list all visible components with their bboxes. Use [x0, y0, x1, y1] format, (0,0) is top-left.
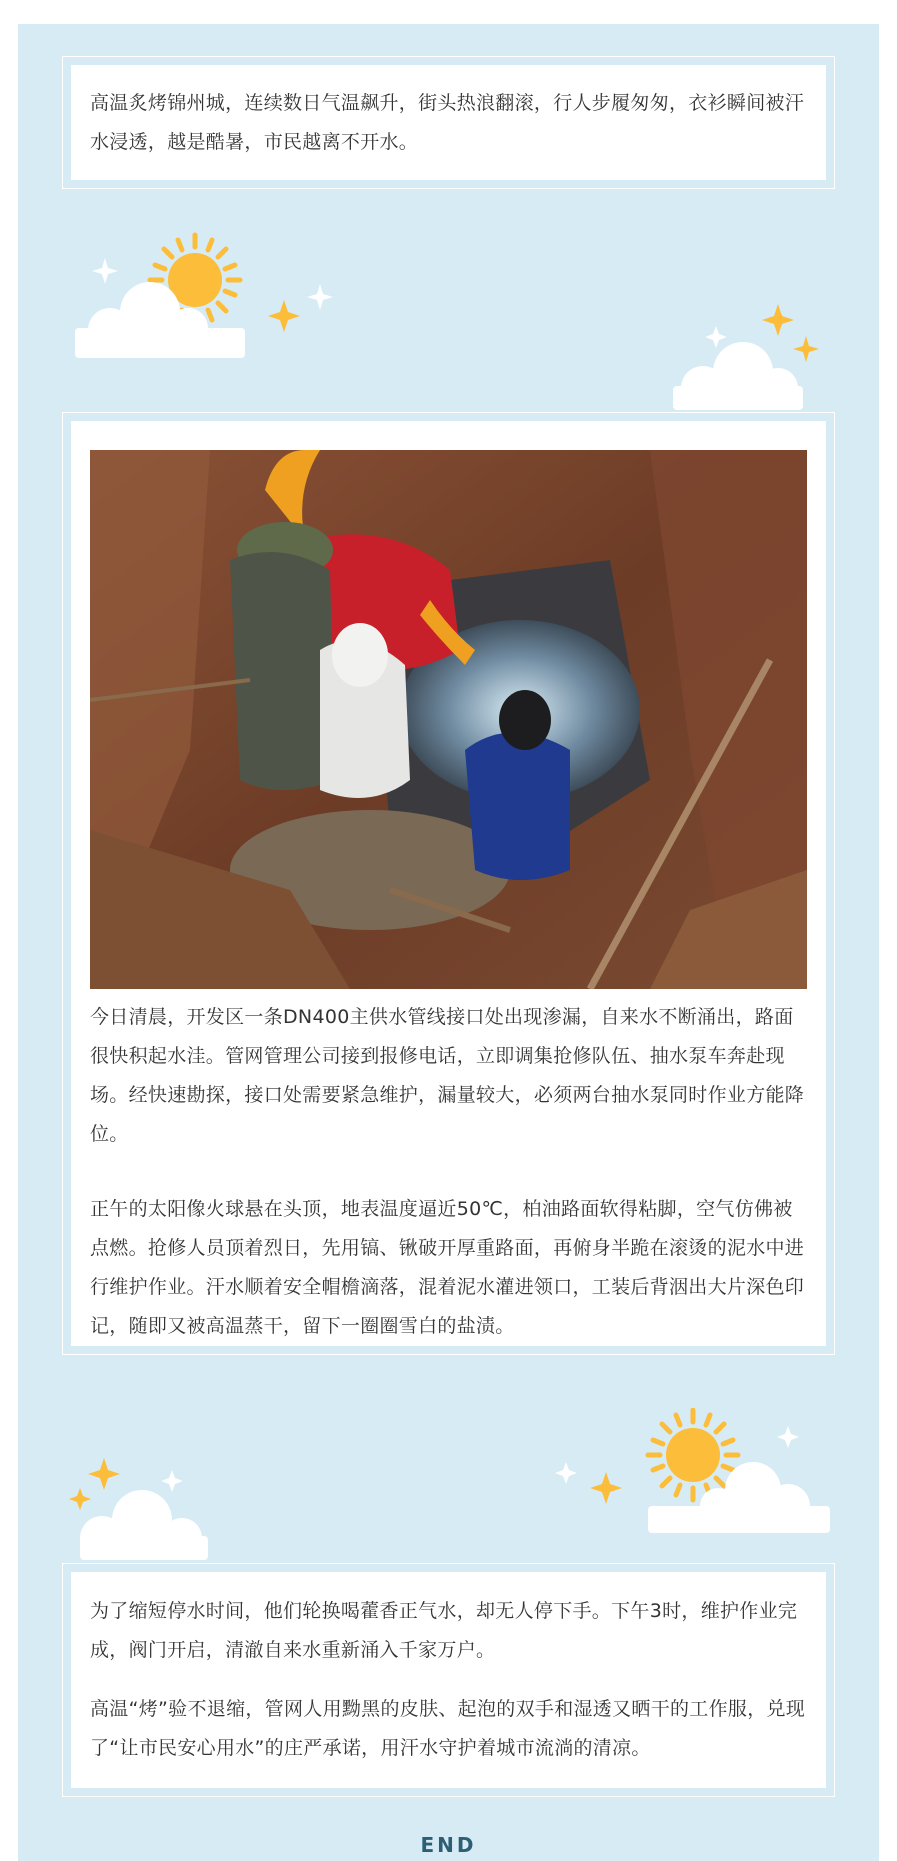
sparkle-icon	[161, 1470, 183, 1492]
sparkle-icon	[69, 1488, 91, 1510]
sparkle-icon	[268, 300, 300, 332]
story-paragraph-2: 正午的太阳像火球悬在头顶，地表温度逼近50℃，柏油路面软得粘脚，空气仿佛被点燃。抢修人员顶着烈日，先用镐、锹破开厚重路面，再俯身半跪在滚烫的泥水中进行维护作业。汗水顺着安全帽檐滴落，混着泥水灌进领口，工装后背洇出大片深色印记，随即又被高温蒸干，留下一圈圈雪白的盐渍。	[90, 1198, 805, 1337]
sparkle-icon	[88, 1458, 120, 1490]
sparkle-icon	[705, 326, 727, 348]
sun-cloud-decoration-left	[70, 230, 270, 360]
sparkle-icon	[777, 1426, 799, 1448]
sparkles-decoration	[262, 280, 342, 340]
cloud-icon	[75, 282, 245, 358]
end-label: END	[420, 1833, 477, 1857]
cloud-decoration-left	[64, 1450, 224, 1560]
cloud-icon	[80, 1490, 208, 1560]
sparkle-icon	[555, 1462, 577, 1484]
cloud-icon	[673, 342, 803, 410]
closing-paragraph-1: 为了缩短停水时间，他们轮换喝藿香正气水，却无人停下手。下午3时，维护作业完成，阀门开启，清澈自来水重新涌入千家万户。	[90, 1600, 798, 1661]
story-paragraph-1: 今日清晨，开发区一条DN400主供水管线接口处出现渗漏，自来水不断涌出，路面很快积起水洼。管网管理公司接到报修电话，立即调集抢修队伍、抽水泵车奔赴现场。经快速勘探，接口处需要紧急维护，漏量较大，必须两台抽水泵同时作业方能降位。	[90, 1006, 805, 1145]
intro-paragraph: 高温炙烤锦州城，连续数日气温飙升，街头热浪翻滚，行人步履匆匆，衣衫瞬间被汗水浸透，越是酷暑，市民越离不开水。	[90, 92, 805, 153]
sparkle-icon	[793, 336, 819, 362]
repair-crew-photo	[90, 450, 807, 989]
sun-cloud-decoration-right	[548, 1408, 838, 1533]
sparkle-icon	[590, 1472, 622, 1504]
cloud-decoration-right	[668, 300, 838, 410]
sparkle-icon	[762, 304, 794, 336]
photo-illustration	[90, 450, 807, 989]
sparkle-icon	[307, 284, 333, 310]
sparkle-icon	[92, 258, 118, 284]
closing-paragraph-2: 高温“烤”验不退缩，管网人用黝黑的皮肤、起泡的双手和湿透又晒干的工作服，兑现了“让市民安心用水”的庄严承诺，用汗水守护着城市流淌的清凉。	[90, 1698, 806, 1759]
